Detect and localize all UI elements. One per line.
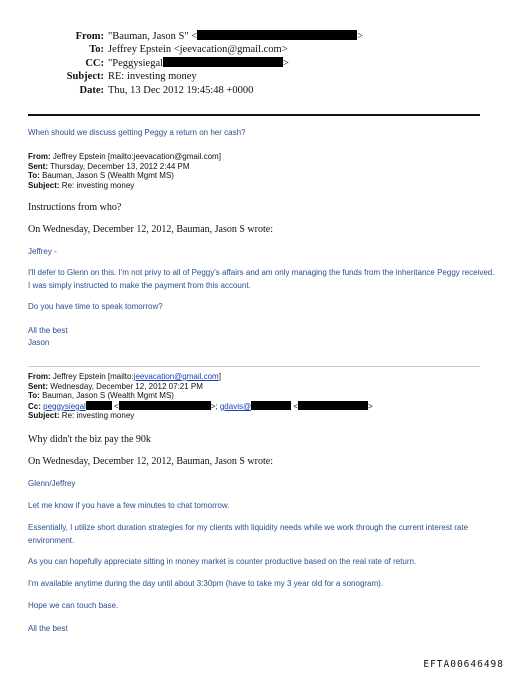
header-subject-row (0, 70, 512, 83)
paragraph: Do you have time to speak tomorrow? (28, 302, 163, 311)
header-cc-value: "Peggysiegal (108, 57, 164, 69)
meta-cc-label: Cc: (28, 401, 41, 411)
quote-divider (28, 366, 480, 367)
meta-subject-label: Subject: (28, 180, 60, 190)
greeting: Jeffrey - (28, 247, 57, 256)
header-from-tail: > (357, 31, 364, 42)
meta-from-label: From: (28, 152, 51, 161)
redaction-bar (197, 30, 357, 40)
header-date-row (0, 84, 512, 97)
meta-to-value: Bauman, Jason S (Wealth Mgmt MS) (39, 391, 174, 401)
header-date-value: Thu, 13 Dec 2012 19:45:48 +0000 (108, 84, 254, 96)
meta-from-tail: ] (218, 372, 221, 381)
meta-cc-sep: < (291, 401, 299, 411)
meta-sent-value: Thursday, December 13, 2012 2:44 PM (48, 161, 190, 171)
quoted-header-2 (28, 372, 498, 421)
email-link[interactable]: peggysiegal (43, 401, 86, 411)
message-body: Instructions from who? (28, 202, 122, 213)
meta-sent-label: Sent: (28, 381, 48, 391)
signoff-name: Jason (28, 338, 50, 347)
greeting: Glenn/Jeffrey (28, 479, 76, 488)
signoff (28, 325, 498, 349)
redaction-bar (163, 57, 283, 67)
signoff-line: All the best (28, 624, 68, 633)
meta-from-value: Jeffrey Epstein [mailto: (50, 372, 134, 381)
meta-to-label: To: (28, 171, 40, 181)
header-to-value: Jeffrey Epstein <jeevacation@gmail.com> (108, 44, 288, 56)
paragraph: Let me know if you have a few minutes to chat tomorrow. (28, 501, 230, 510)
header-divider (28, 114, 480, 116)
meta-to-value: Bauman, Jason S (Wealth Mgmt MS) (39, 171, 174, 181)
quote-attribution: On Wednesday, December 12, 2012, Bauman, Jason S wrote: (28, 224, 273, 235)
header-subject-value: RE: investing money (108, 71, 197, 83)
paragraph: I'm available anytime during the day until about 3:30pm (have to take my 3 year old for a sonogram). (28, 579, 384, 588)
header-to-label: To: (89, 44, 104, 56)
quote-attribution: On Wednesday, December 12, 2012, Bauman, Jason S wrote: (28, 456, 273, 467)
email-header (0, 30, 512, 97)
redaction-bar (86, 401, 112, 410)
header-cc-row (0, 57, 512, 70)
header-from-row (0, 30, 512, 43)
email-link[interactable]: jeevacation@gmail.com (133, 372, 219, 381)
meta-from-value: Jeffrey Epstein [mailto:jeevacation@gmail.com] (50, 152, 221, 161)
redaction-bar (119, 401, 211, 410)
header-to-row (0, 43, 512, 56)
header-cc-tail: > (283, 57, 289, 69)
meta-cc-sep: < (111, 401, 119, 411)
message-body: Why didn't the biz pay the 90k (28, 434, 151, 445)
redaction-bar (251, 401, 291, 410)
header-cc-label: CC: (85, 57, 104, 69)
meta-sent-value: Wednesday, December 12, 2012 07:21 PM (48, 381, 203, 391)
paragraph: As you can hopefully appreciate sitting in money market is counter productive based on the real rate of return. (28, 557, 417, 566)
reply-text: When should we discuss getting Peggy a return on her cash? (28, 128, 246, 137)
signoff-line: All the best (28, 326, 68, 335)
meta-cc-sep: >; (210, 401, 220, 411)
meta-subject-label: Subject: (28, 411, 60, 421)
email-link[interactable]: gdavis@ (219, 401, 252, 411)
paragraph: Hope we can touch base. (28, 601, 119, 610)
header-date-label: Date: (79, 84, 104, 96)
header-from-label: From: (75, 31, 104, 42)
paragraph: I'll defer to Glenn on this. I'm not privy to all of Peggy's affairs and am only managing the funds from the inheritance Peggy received. I was simply instructed to make the payment from this account. (28, 268, 495, 290)
meta-cc-tail: > (368, 401, 373, 411)
meta-from-label: From: (28, 372, 51, 381)
meta-sent-label: Sent: (28, 161, 48, 171)
redaction-bar (298, 401, 368, 410)
header-subject-label: Subject: (66, 71, 104, 83)
meta-subject-value: Re: investing money (59, 411, 135, 421)
document-id: EFTA00646498 (423, 659, 504, 670)
meta-subject-value: Re: investing money (59, 180, 135, 190)
header-from-value: "Bauman, Jason S" < (108, 31, 198, 42)
meta-to-label: To: (28, 391, 40, 401)
paragraph: Essentially, I utilize short duration strategies for my clients with liquidity needs while we work through the current interest rate environment. (28, 523, 469, 545)
quoted-header-1 (28, 152, 488, 190)
